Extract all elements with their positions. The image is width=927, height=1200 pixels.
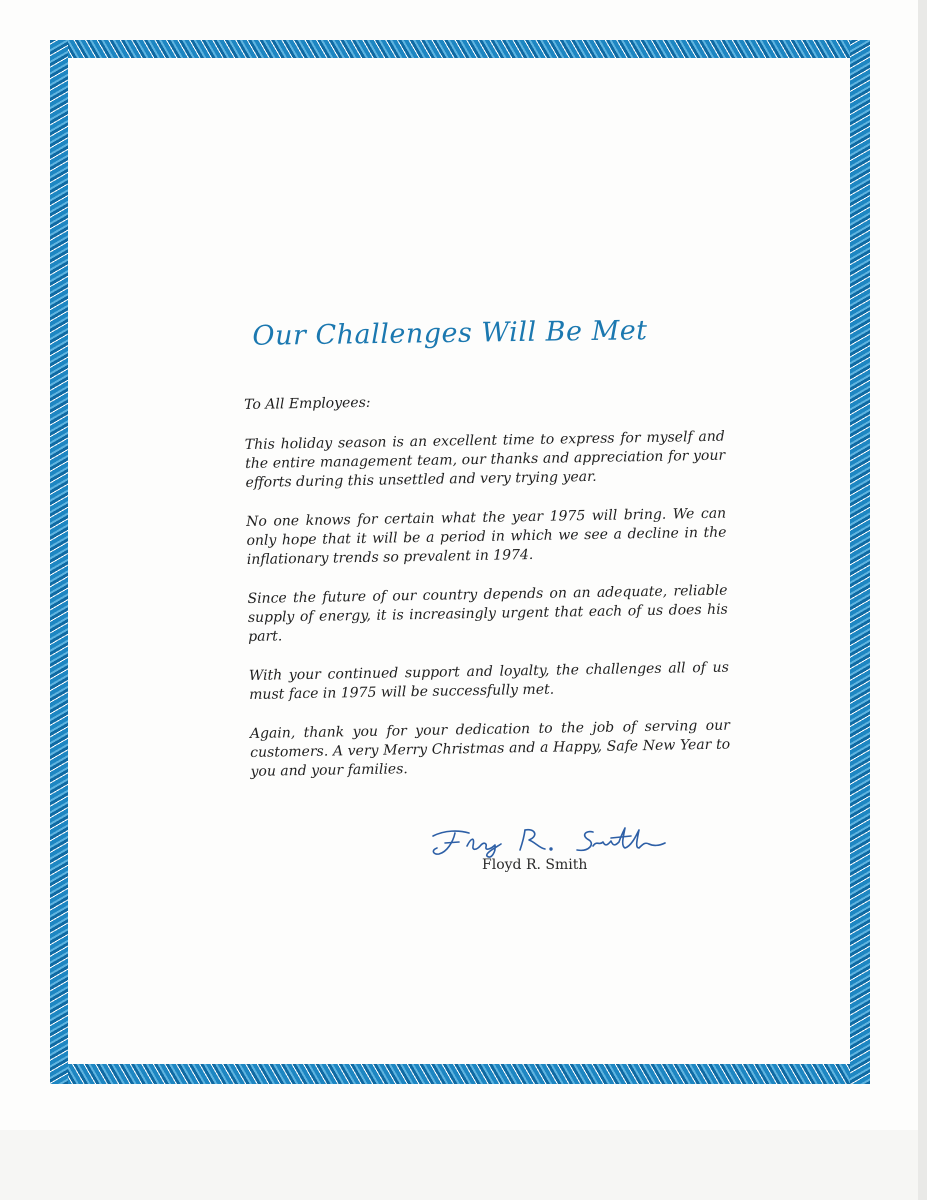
paragraph-4: With your continued support and loyalty, the challenges all of us must face in 1975 will be successfully met. <box>248 659 729 703</box>
decorative-border-bottom <box>50 1064 858 1084</box>
decorative-border-top <box>62 40 870 58</box>
paragraph-2: No one knows for certain what the year 1975 will bring. We can only hope that it will be a period in which we see a decline in the inflationary trends so prevalent in 1974. <box>246 505 727 568</box>
scan-margin-bottom <box>0 1130 927 1200</box>
salutation: To All Employees: <box>244 394 371 413</box>
letter-title: Our Challenges Will Be Met <box>252 315 648 352</box>
paragraph-1: This holiday season is an excellent time to express for myself and the entire management team, our thanks and appreciation for your efforts during this unsettled and very trying year. <box>244 428 726 491</box>
signer-name: Floyd R. Smith <box>482 857 588 873</box>
paragraph-3: Since the future of our country depends on an adequate, reliable supply of energy, it is increasingly urgent that each of us does his part. <box>247 582 728 645</box>
paragraph-5: Again, thank you for your dedication to the job of serving our customers. A very Merry Christmas and a Happy, Safe New Year to you and your families. <box>249 717 731 780</box>
decorative-border-left <box>50 40 68 1084</box>
decorative-border-right <box>850 40 870 1084</box>
letter-body <box>244 388 731 802</box>
handwritten-signature <box>425 822 680 862</box>
scan-margin-right <box>918 0 927 1200</box>
signature-block <box>425 822 685 873</box>
